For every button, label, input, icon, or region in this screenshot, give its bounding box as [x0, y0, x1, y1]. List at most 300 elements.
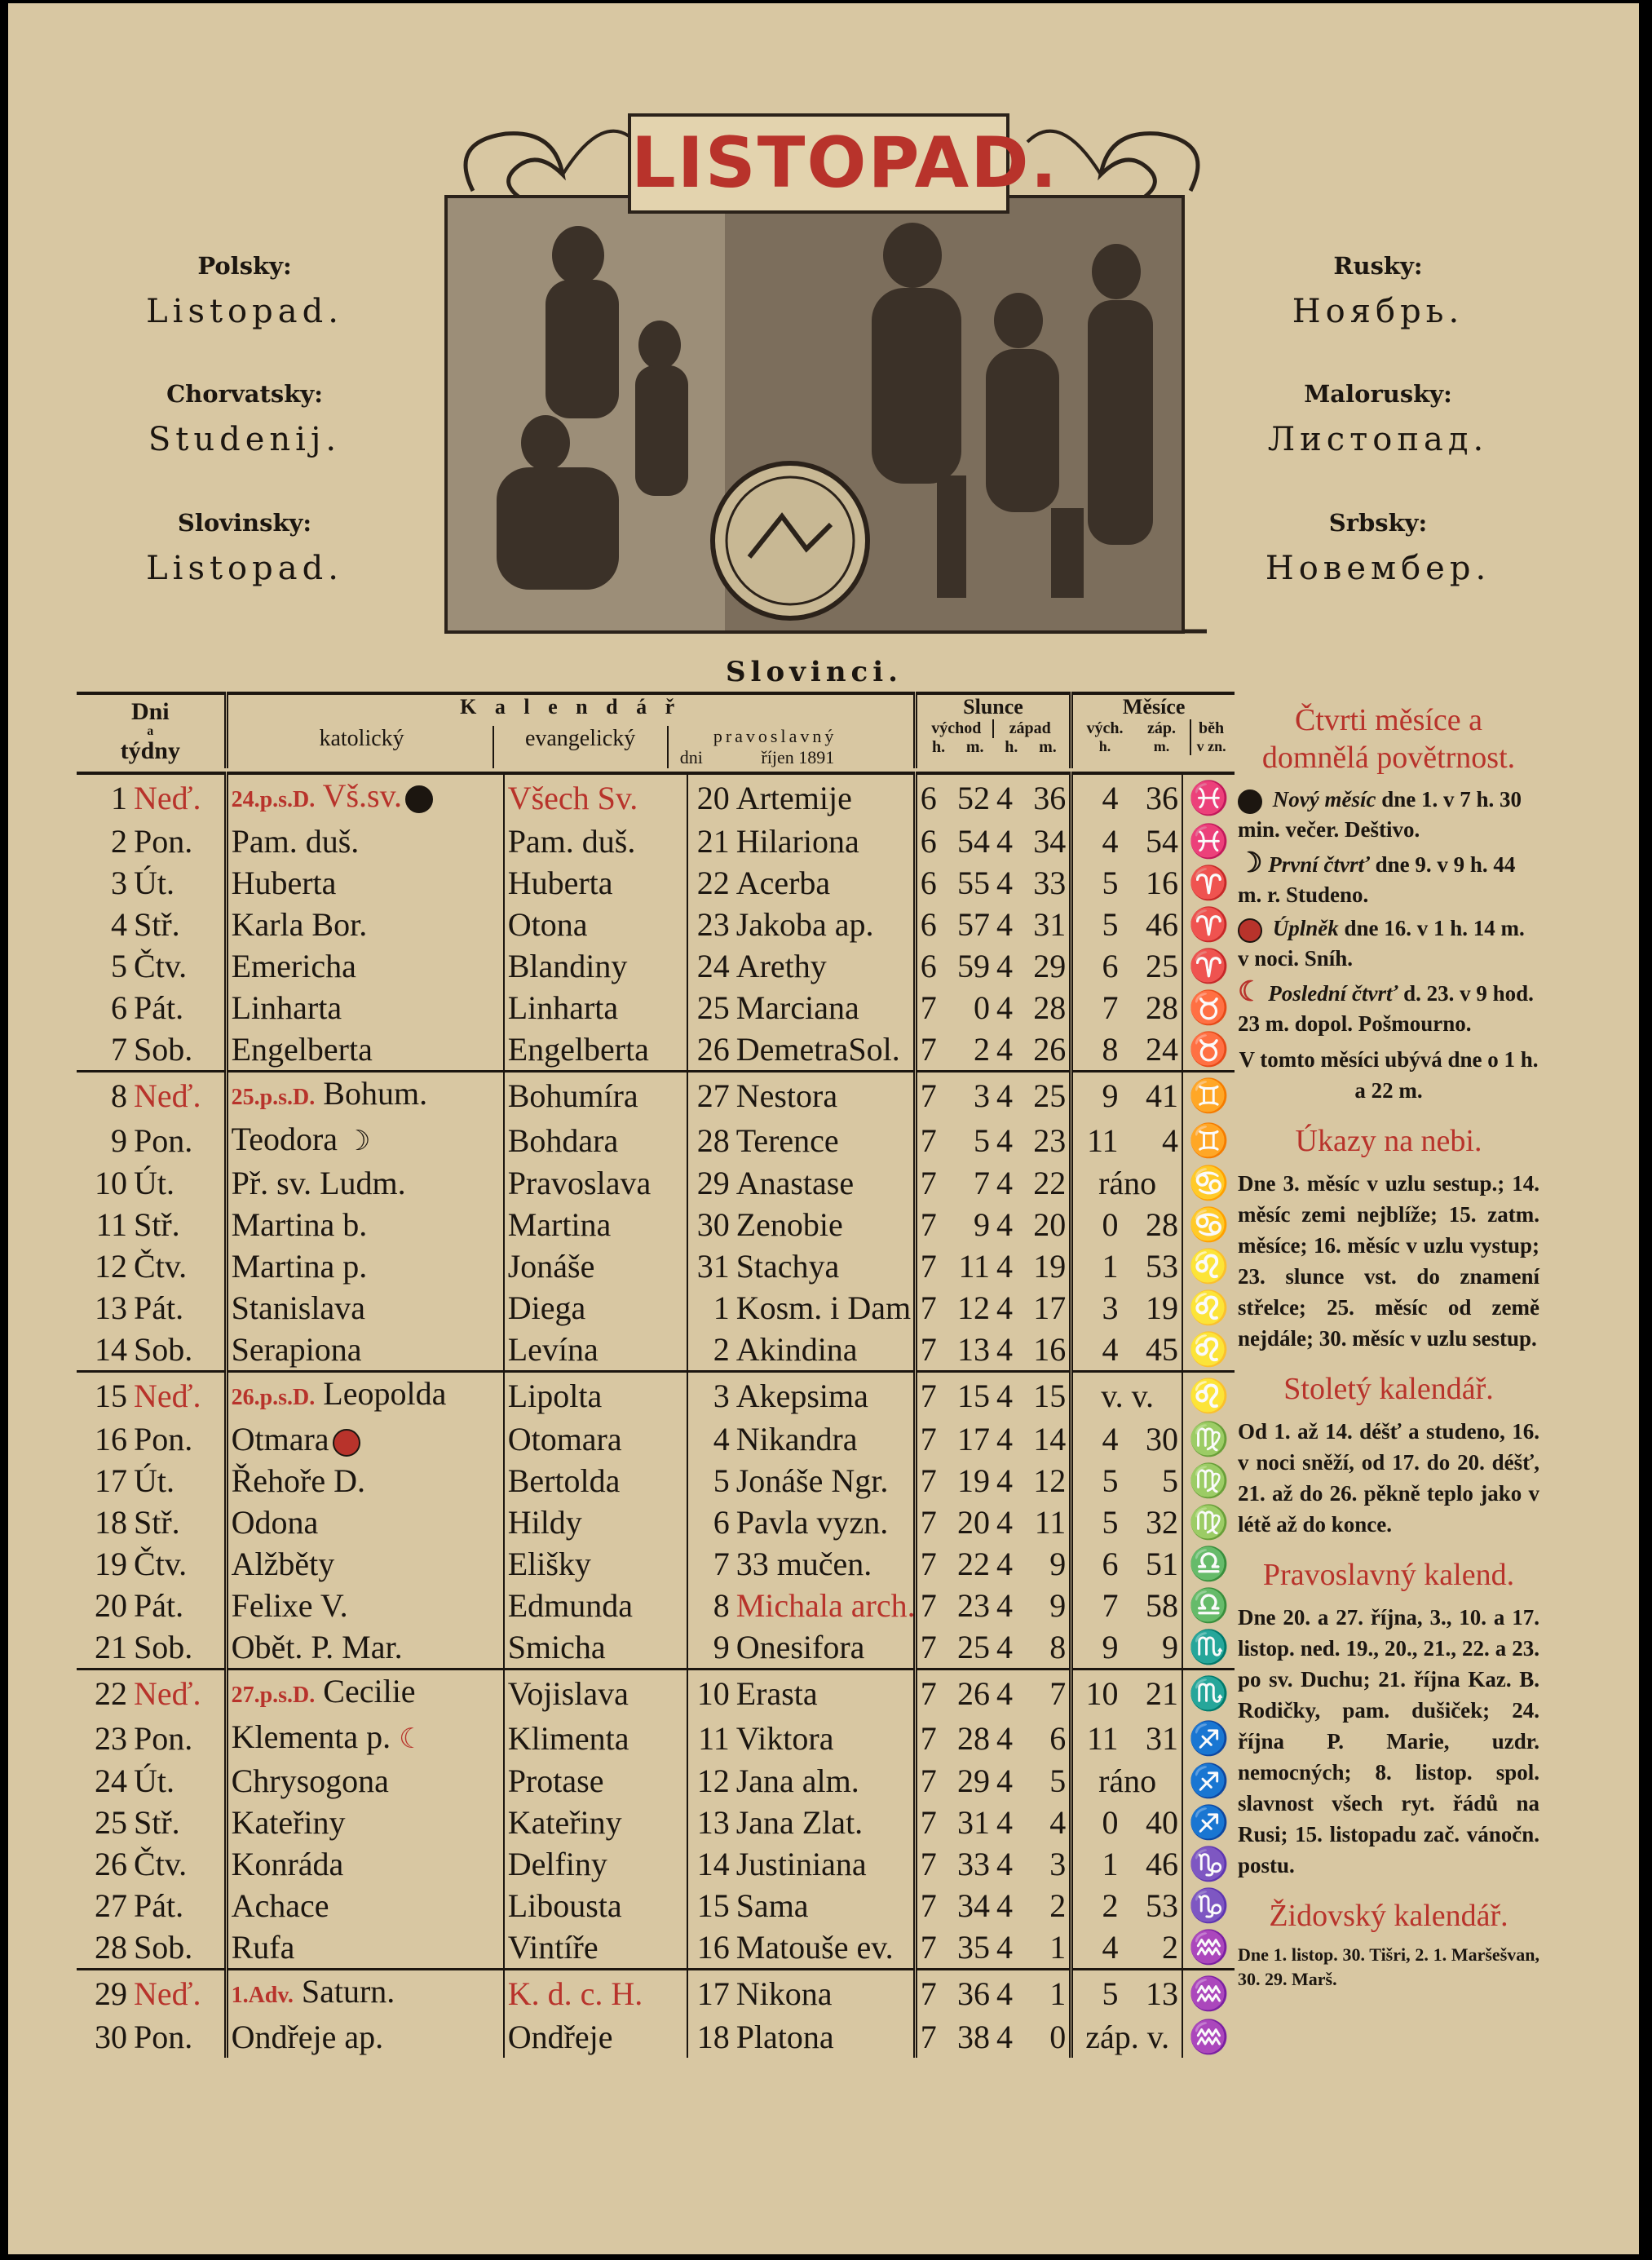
day-row: [77, 1028, 1235, 1072]
sunset-min-text: 28: [1033, 989, 1067, 1026]
catholic-cell: [226, 1162, 504, 1204]
orthodox-day: [687, 2016, 732, 2058]
orthodox-day: [687, 1543, 732, 1585]
day-number: [77, 1372, 130, 1419]
day-name: [130, 945, 226, 987]
day-name: [130, 1028, 226, 1072]
page-title: LISTOPAD.: [631, 122, 1059, 204]
lang-left-3: [73, 509, 416, 587]
day-number-text: 25: [94, 1804, 127, 1841]
moonrise-hour-text: 5: [1102, 1504, 1119, 1541]
orthodox-name-cell: [733, 1118, 916, 1162]
calendar-table: [77, 692, 1235, 2058]
sunset-hour: [993, 1543, 1019, 1585]
sunset-min-text: 2: [1049, 1887, 1067, 1924]
day-name: [130, 1802, 226, 1843]
sunrise-hour-text: 7: [920, 1887, 937, 1924]
sunset-min-text: 25: [1033, 1077, 1067, 1114]
zodiac-icon: ♈: [1188, 906, 1230, 943]
zodiac-icon: ♏: [1188, 1629, 1230, 1665]
day-name-text: Út.: [133, 1165, 174, 1201]
sunset-min: [1019, 904, 1071, 945]
sunset-min-text: 19: [1033, 1248, 1067, 1285]
zodiac-icon: ♍: [1188, 1462, 1230, 1499]
day-name-text: Čtv.: [133, 1846, 188, 1882]
day-name: [130, 1843, 226, 1885]
evangelical-name: Bohdara: [507, 1121, 619, 1159]
evangelical-cell: [504, 1028, 688, 1072]
catholic-name: Emericha: [231, 948, 356, 984]
moonrise-min-text: 25: [1146, 948, 1179, 984]
sunset-hour-text: 4: [996, 1331, 1013, 1368]
day-name-text: Čtv.: [133, 948, 188, 984]
day-name: [130, 1329, 226, 1372]
evangelical-cell: [504, 1460, 688, 1502]
orthodox-name: Anastase: [735, 1165, 855, 1201]
day-name: [130, 904, 226, 945]
day-number-text: 10: [94, 1165, 127, 1201]
catholic-name: Huberta: [231, 865, 337, 901]
orthodox-name-cell: [733, 1543, 916, 1585]
day-name: [130, 820, 226, 862]
sunset-min-text: 5: [1049, 1762, 1067, 1799]
zodiac-icon: ♌: [1188, 1289, 1230, 1326]
pravoslavny-text: Dne 20. a 27. října, 3., 10. a 17. listop. ned. 19., 20., 21., 22. a 23. po sv. Duchu; 21. října Kaz. B. Rodičky, pam. dušiček; 24. října P. Marie, uzdr. nemocných; 8. listop. spol. slavnost všech ryt. řádů na Rusi; 15. listopadu zač. vánočn. postu.: [1238, 1605, 1539, 1877]
sunrise-hour: [915, 1843, 941, 1885]
moonrise-hour: [1071, 1204, 1122, 1245]
lang-label: Slovinsky:: [177, 509, 312, 537]
orthodox-day-text: 10: [696, 1674, 730, 1712]
zodiac-sign: [1182, 1287, 1235, 1329]
zodiac-sign: [1182, 1802, 1235, 1843]
days-body: [77, 773, 1235, 2058]
day-row: [77, 1118, 1235, 1162]
sunrise-min-text: 22: [957, 1546, 990, 1582]
moonrise-min: [1122, 1072, 1183, 1119]
evangelical-name: Pravoslava: [507, 1165, 652, 1201]
orthodox-name-cell: [733, 1162, 916, 1204]
orthodox-name: Stachya: [735, 1248, 840, 1285]
lang-name: Новембер.: [1265, 550, 1491, 587]
moonrise-min: [1122, 1028, 1183, 1072]
evangelical-name: Levína: [507, 1331, 599, 1368]
sunrise-hour-text: 7: [920, 1762, 937, 1799]
evangelical-name: Jonáše: [507, 1248, 595, 1285]
day-name-text: Út.: [133, 865, 174, 901]
zodiac-sign: [1182, 1843, 1235, 1885]
sunrise-min: [941, 1543, 993, 1585]
catholic-cell: [226, 1543, 504, 1585]
sunset-min-text: 1: [1049, 1975, 1067, 2012]
header-tydny-text: týdny: [120, 737, 180, 764]
day-name: [130, 1626, 226, 1670]
sunset-min: [1019, 820, 1071, 862]
sunrise-hour: [915, 1502, 941, 1543]
evangelical-name: Libousta: [507, 1887, 622, 1924]
moonrise-min: [1122, 1204, 1183, 1245]
moonrise-hour-text: 5: [1102, 865, 1119, 901]
moonrise-min: [1122, 1418, 1183, 1460]
sunrise-hour-text: 7: [920, 1121, 937, 1159]
day-number-text: 1: [110, 779, 127, 816]
sunrise-hour: [915, 1626, 941, 1670]
zodiac-sign: [1182, 2016, 1235, 2058]
header-katolicky: katolický: [319, 726, 404, 751]
sunrise-min: [941, 1162, 993, 1204]
sunset-hour-text: 4: [996, 1077, 1013, 1114]
sunrise-min: [941, 1028, 993, 1072]
orthodox-day-text: 20: [696, 779, 730, 816]
day-number-text: 11: [95, 1206, 127, 1243]
orthodox-name: Jonáše Ngr.: [735, 1462, 889, 1499]
zodiac-icon: ♌: [1188, 1331, 1230, 1368]
sunrise-min-text: 54: [957, 823, 990, 860]
zodiac-sign: [1182, 1329, 1235, 1372]
orthodox-day-text: 17: [696, 1975, 730, 2012]
sunset-min-text: 22: [1033, 1165, 1067, 1201]
orthodox-day: [687, 945, 732, 987]
day-name-text: Pon.: [133, 1421, 193, 1457]
moon-text: [1071, 1162, 1182, 1204]
moonrise-hour: [1071, 1970, 1122, 2017]
moonrise-hour-text: 0: [1102, 1206, 1119, 1243]
catholic-cell: [226, 1802, 504, 1843]
lang-right-2: [1207, 380, 1549, 458]
phase-new-moon: [1238, 785, 1539, 845]
moonrise-hour-text: 5: [1102, 1975, 1119, 2012]
moonrise-min: [1122, 987, 1183, 1028]
sunset-min-text: 29: [1033, 948, 1067, 984]
moonrise-min: [1122, 1502, 1183, 1543]
sunrise-hour: [915, 1670, 941, 1717]
orthodox-day-text: 26: [696, 1031, 730, 1068]
orthodox-name: Acerba: [735, 865, 831, 901]
zodiac-icon: ♒: [1188, 2019, 1230, 2055]
moonrise-hour: [1071, 1716, 1122, 1760]
day-name: [130, 1926, 226, 1970]
sunrise-hour-text: 7: [920, 2019, 937, 2055]
sunrise-min-text: 52: [957, 779, 990, 816]
moonrise-hour-text: 6: [1102, 948, 1119, 984]
day-row: [77, 1502, 1235, 1543]
orthodox-day-text: 6: [713, 1504, 730, 1541]
sunset-min-text: 1: [1049, 1929, 1067, 1966]
day-name-text: Pon.: [133, 823, 193, 860]
orthodox-day-text: 28: [696, 1121, 730, 1159]
orthodox-name: Jana alm.: [735, 1762, 859, 1799]
moonrise-min-text: 28: [1146, 989, 1179, 1026]
sunrise-hour-text: 6: [920, 906, 937, 943]
phase-full-moon: [1238, 913, 1539, 974]
sunrise-min: [941, 1372, 993, 1419]
header-pravoslavny: pravoslavný: [713, 726, 837, 746]
evangelical-name: Huberta: [507, 865, 613, 901]
catholic-cell: [226, 773, 504, 820]
sunrise-hour: [915, 1072, 941, 1119]
day-number: [77, 1843, 130, 1885]
evangelical-name: Kateřiny: [507, 1804, 622, 1841]
zodiac-icon: ♎: [1188, 1546, 1230, 1582]
catholic-name: Cecilie: [323, 1673, 416, 1709]
sunrise-min: [941, 1670, 993, 1717]
orthodox-day-text: 12: [696, 1762, 730, 1799]
day-name-text: Stř.: [133, 1504, 180, 1541]
orthodox-name-cell: [733, 1970, 916, 2017]
moonrise-hour-text: 1: [1102, 1846, 1119, 1882]
lang-label: Chorvatsky:: [166, 380, 323, 408]
sunrise-min-text: 12: [957, 1289, 990, 1326]
orthodox-name: Marciana: [735, 989, 859, 1026]
orthodox-day-text: 23: [696, 906, 730, 943]
zodiac-sign: [1182, 1418, 1235, 1460]
catholic-cell: [226, 1760, 504, 1802]
sunrise-hour-text: 7: [920, 1719, 937, 1757]
sunrise-hour: [915, 1585, 941, 1626]
orthodox-day-text: 11: [698, 1719, 730, 1757]
catholic-cell: [226, 820, 504, 862]
day-number-text: 12: [94, 1248, 127, 1285]
sunset-hour: [993, 1287, 1019, 1329]
moon-text-value: v. v.: [1101, 1377, 1155, 1414]
sunset-min-text: 12: [1033, 1462, 1067, 1499]
sunrise-hour-text: 7: [920, 1077, 937, 1114]
sunset-hour: [993, 1204, 1019, 1245]
orthodox-day: [687, 987, 732, 1028]
zidovsky-title: Židovský kalendář.: [1269, 1899, 1508, 1933]
orthodox-day: [687, 904, 732, 945]
evangelical-cell: [504, 1670, 688, 1717]
sunrise-hour: [915, 1204, 941, 1245]
day-number-text: 5: [110, 948, 127, 984]
moonrise-hour: [1071, 1245, 1122, 1287]
orthodox-day: [687, 1670, 732, 1717]
lang-name: Listopad.: [146, 293, 343, 330]
day-row: [77, 1162, 1235, 1204]
header-vzn: v zn.: [1190, 738, 1231, 755]
moonrise-min: [1122, 1670, 1183, 1717]
sunrise-min: [941, 904, 993, 945]
evangelical-cell: [504, 1970, 688, 2017]
day-number-text: 30: [94, 2019, 127, 2055]
day-number-text: 23: [94, 1719, 127, 1757]
orthodox-day-text: 18: [696, 2019, 730, 2055]
day-row: [77, 1926, 1235, 1970]
day-name: [130, 1760, 226, 1802]
orthodox-name-cell: [733, 1204, 916, 1245]
day-number: [77, 987, 130, 1028]
catholic-name: Ondřeje ap.: [231, 2019, 384, 2055]
sunrise-hour: [915, 862, 941, 904]
day-number-text: 16: [94, 1421, 127, 1457]
moonrise-min-text: 41: [1146, 1077, 1179, 1114]
evangelical-cell: [504, 1329, 688, 1372]
orthodox-day: [687, 1502, 732, 1543]
ukazy-title: Úkazy na nebi.: [1295, 1124, 1482, 1158]
moonrise-hour-text: 9: [1102, 1629, 1119, 1665]
sunset-hour-text: 4: [996, 865, 1013, 901]
zodiac-icon: ♋: [1188, 1165, 1230, 1201]
sunset-min-text: 9: [1049, 1546, 1067, 1582]
moonrise-min-text: 4: [1162, 1121, 1179, 1159]
sunday-tag: 25.p.s.D.: [231, 1085, 316, 1110]
sunrise-min-text: 57: [957, 906, 990, 943]
zodiac-icon: ♏: [1188, 1674, 1230, 1712]
orthodox-name: Viktora: [735, 1719, 834, 1757]
orthodox-day-text: 7: [713, 1546, 730, 1582]
illustration-caption: Slovinci.: [726, 656, 903, 688]
sunrise-min-text: 33: [957, 1846, 990, 1882]
catholic-name: Př. sv. Ludm.: [231, 1165, 406, 1201]
evangelical-name: Edmunda: [507, 1587, 633, 1624]
header-beh: běh: [1190, 719, 1231, 738]
moonrise-hour-text: 4: [1102, 823, 1119, 860]
lang-label: Malorusky:: [1304, 380, 1452, 408]
catholic-cell: [226, 1287, 504, 1329]
full-moon-icon: [1238, 918, 1262, 943]
orthodox-name-cell: [733, 1502, 916, 1543]
moonrise-min: [1122, 1460, 1183, 1502]
lang-name: Листопад.: [1267, 421, 1489, 458]
evangelical-cell: [504, 1585, 688, 1626]
zodiac-icon: ♎: [1188, 1587, 1230, 1624]
day-number-text: 20: [94, 1587, 127, 1624]
evangelical-cell: [504, 945, 688, 987]
catholic-name: Pam. duš.: [231, 823, 360, 860]
sunrise-min: [941, 1245, 993, 1287]
day-name: [130, 1885, 226, 1926]
evangelical-cell: [504, 773, 688, 820]
day-number: [77, 1716, 130, 1760]
sunrise-min-text: 25: [957, 1629, 990, 1665]
sunrise-hour: [915, 773, 941, 820]
catholic-name: Achace: [231, 1887, 329, 1924]
orthodox-day: [687, 1287, 732, 1329]
ctvrti-title: Čtvrti měsíce a domnělá povětrnost.: [1261, 703, 1516, 775]
evangelical-cell: [504, 1418, 688, 1460]
day-name: [130, 1418, 226, 1460]
day-number-text: 3: [110, 865, 127, 901]
orthodox-day-text: 25: [696, 989, 730, 1026]
moonrise-min-text: 54: [1146, 823, 1179, 860]
sunset-hour-text: 4: [996, 2019, 1013, 2055]
header-mesice-text: Měsíce: [1122, 695, 1186, 719]
moonrise-min-text: 53: [1146, 1887, 1179, 1924]
lang-right-1: [1207, 252, 1549, 330]
sunrise-min-text: 13: [957, 1331, 990, 1368]
zodiac-icon: ♈: [1188, 948, 1230, 984]
day-name: [130, 1502, 226, 1543]
sunset-min-text: 31: [1033, 906, 1067, 943]
phase-last-quarter: [1238, 977, 1539, 1039]
orthodox-name: Justiniana: [735, 1846, 867, 1882]
orthodox-name-cell: [733, 1028, 916, 1072]
zodiac-sign: [1182, 773, 1235, 820]
evangelical-cell: [504, 1204, 688, 1245]
orthodox-day-text: 4: [713, 1421, 730, 1457]
sunrise-min-text: 3: [974, 1077, 990, 1114]
zodiac-icon: ♉: [1188, 1031, 1230, 1068]
moonrise-hour-text: 5: [1102, 1462, 1119, 1499]
moonrise-hour: [1071, 1585, 1122, 1626]
sunrise-min: [941, 1329, 993, 1372]
header-slunce-text: Slunce: [963, 695, 1023, 719]
day-name: [130, 1543, 226, 1585]
day-row: [77, 1543, 1235, 1585]
sunrise-min: [941, 1585, 993, 1626]
first-quarter-icon: ☽: [346, 1126, 371, 1157]
day-row: [77, 987, 1235, 1028]
sunset-hour-text: 4: [996, 1421, 1013, 1457]
day-number: [77, 1460, 130, 1502]
zodiac-sign: [1182, 1543, 1235, 1585]
sunrise-hour: [915, 1287, 941, 1329]
catholic-cell: [226, 1626, 504, 1670]
sunrise-hour: [915, 1760, 941, 1802]
catholic-name: Martina b.: [231, 1206, 368, 1243]
zodiac-sign: [1182, 1460, 1235, 1502]
moonrise-min-text: 36: [1146, 779, 1179, 816]
day-number: [77, 1670, 130, 1717]
sunrise-min: [941, 1460, 993, 1502]
day-name-text: Sob.: [133, 1629, 193, 1665]
sunset-hour: [993, 862, 1019, 904]
orthodox-day: [687, 1460, 732, 1502]
sunrise-hour-text: 7: [920, 1031, 937, 1068]
moonrise-hour: [1071, 1072, 1122, 1119]
orthodox-name: Nikona: [735, 1975, 833, 2012]
sunset-min-text: 0: [1049, 2019, 1067, 2055]
day-name: [130, 1287, 226, 1329]
orthodox-day: [687, 1716, 732, 1760]
sunrise-hour-text: 7: [920, 1846, 937, 1882]
orthodox-name: Kosm. i Dam: [735, 1289, 912, 1326]
day-name-text: Neď.: [133, 1377, 201, 1414]
sunset-min: [1019, 1926, 1071, 1970]
orthodox-day-text: 8: [713, 1587, 730, 1624]
moonrise-hour: [1071, 1926, 1122, 1970]
day-name: [130, 1460, 226, 1502]
catholic-name: Řehoře D.: [231, 1462, 365, 1499]
orthodox-name-cell: [733, 1372, 916, 1419]
moonrise-min: [1122, 1118, 1183, 1162]
moon-text: [1071, 2016, 1182, 2058]
day-number: [77, 1885, 130, 1926]
header-dni: [77, 693, 226, 768]
day-number-text: 21: [94, 1629, 127, 1665]
day-name: [130, 1585, 226, 1626]
sunset-min-text: 11: [1034, 1504, 1067, 1541]
sunset-min: [1019, 987, 1071, 1028]
orthodox-day-text: 22: [696, 865, 730, 901]
day-name-text: Neď.: [133, 779, 201, 816]
moonrise-min: [1122, 1926, 1183, 1970]
orthodox-name: Terence: [735, 1121, 839, 1159]
phase-name: Nový měsíc: [1272, 787, 1376, 812]
moonrise-hour-text: 6: [1102, 1546, 1119, 1582]
sunset-min-text: 8: [1049, 1629, 1067, 1665]
evangelical-name: Smicha: [507, 1629, 606, 1665]
sunrise-min: [941, 1843, 993, 1885]
catholic-cell: [226, 1970, 504, 2017]
day-row: [77, 2016, 1235, 2058]
sunset-min-text: 33: [1033, 865, 1067, 901]
moonrise-min-text: 16: [1146, 865, 1179, 901]
header-m: m.: [1153, 738, 1170, 754]
evangelical-name: Ondřeje: [507, 2019, 613, 2055]
phase-name: Úplněk: [1272, 916, 1339, 940]
day-row: [77, 1245, 1235, 1287]
sunrise-min-text: 35: [957, 1929, 990, 1966]
